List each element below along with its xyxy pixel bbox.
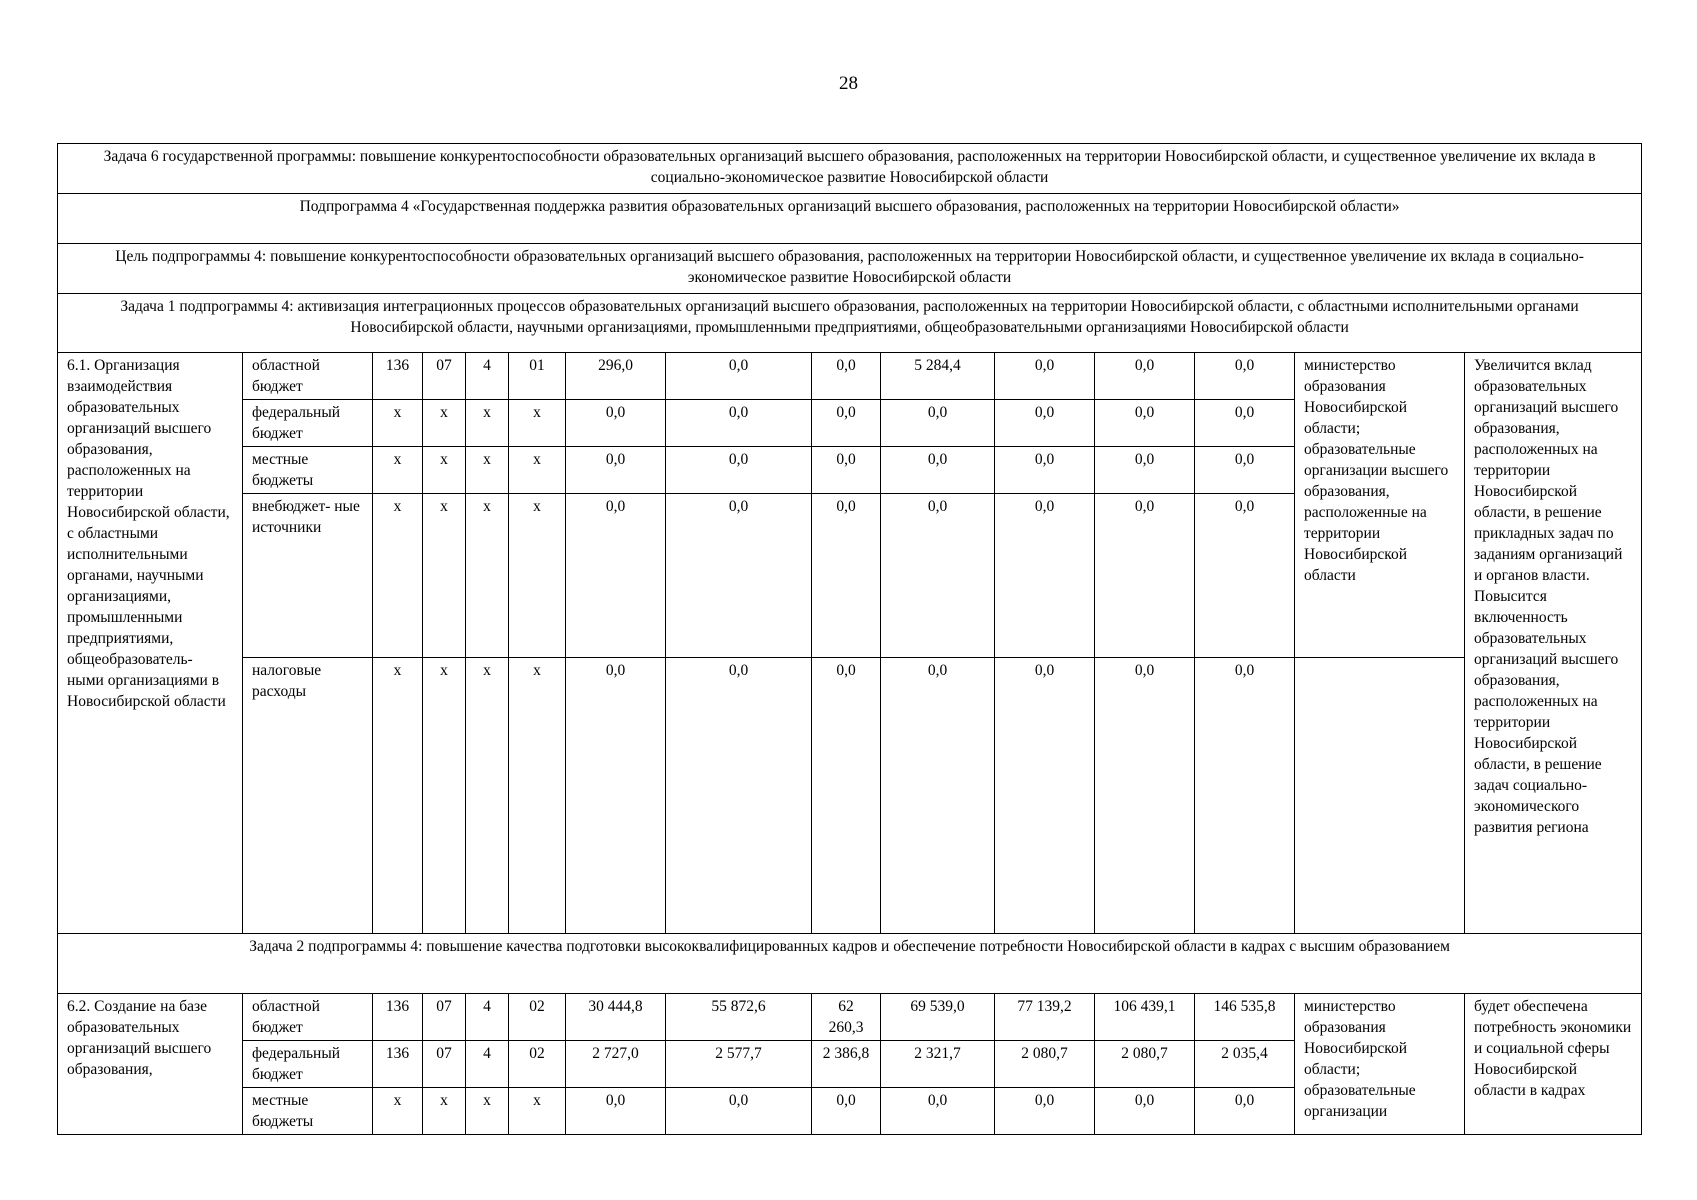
amount-cell: 2 080,7	[1095, 1041, 1195, 1088]
amount-cell: 0,0	[566, 658, 666, 934]
amount-cell: 0,0	[666, 353, 812, 400]
amount-cell: 0,0	[1095, 447, 1195, 494]
amount-cell: 0,0	[1095, 658, 1195, 934]
funding-source: областной бюджет	[243, 994, 373, 1041]
budget-code: x	[509, 658, 566, 934]
budget-code: x	[509, 447, 566, 494]
budget-code: 02	[509, 994, 566, 1041]
amount-cell: 69 539,0	[881, 994, 995, 1041]
budget-code: x	[373, 658, 423, 934]
funding-source: областной бюджет	[243, 353, 373, 400]
amount-cell: 0,0	[666, 400, 812, 447]
amount-cell: 0,0	[566, 447, 666, 494]
amount-cell: 0,0	[995, 447, 1095, 494]
amount-cell: 0,0	[1095, 400, 1195, 447]
budget-code: 07	[423, 994, 466, 1041]
budget-code: x	[466, 1088, 509, 1135]
event-executor: министерство образования Новосибирской области; образовательные организации	[1295, 994, 1465, 1135]
subprogram-heading: Подпрограмма 4 «Государственная поддержка развития образовательных организаций высшего образования, расположенных на территории Новосибирской области»	[58, 194, 1642, 244]
amount-cell: 0,0	[995, 400, 1095, 447]
amount-cell: 77 139,2	[995, 994, 1095, 1041]
event-result: будет обеспечена потребность экономики и социальной сферы Новосибирской области в кадрах	[1465, 994, 1642, 1135]
amount-cell: 0,0	[812, 658, 881, 934]
task2-heading: Задача 2 подпрограммы 4: повышение качества подготовки высококвалифицированных кадров и обеспечение потребности Новосибирской области в кадрах с высшим образованием	[58, 934, 1642, 994]
budget-code: x	[423, 494, 466, 658]
amount-cell: 0,0	[812, 494, 881, 658]
amount-cell: 0,0	[566, 400, 666, 447]
amount-cell: 0,0	[666, 658, 812, 934]
funding-source: местные бюджеты	[243, 1088, 373, 1135]
budget-code: x	[423, 658, 466, 934]
amount-cell: 0,0	[881, 494, 995, 658]
amount-cell: 0,0	[1195, 1088, 1295, 1135]
amount-cell: 0,0	[881, 658, 995, 934]
amount-cell: 296,0	[566, 353, 666, 400]
amount-cell: 2 386,8	[812, 1041, 881, 1088]
budget-code: 136	[373, 353, 423, 400]
amount-cell: 0,0	[1195, 658, 1295, 934]
amount-cell: 146 535,8	[1195, 994, 1295, 1041]
amount-cell: 0,0	[995, 353, 1095, 400]
event-executor: министерство образования Новосибирской области; образовательные организации высшего образования, расположенные на территории Новосибирской области	[1295, 353, 1465, 658]
budget-code: x	[509, 494, 566, 658]
goal-heading: Цель подпрограммы 4: повышение конкурентоспособности образовательных организаций высшего образования, расположенных на территории Новосибирской области, и существенное увеличение их вклада в социально-экономическое развитие Новосибирской области	[58, 244, 1642, 294]
funding-source: федеральный бюджет	[243, 400, 373, 447]
amount-cell: 0,0	[881, 1088, 995, 1135]
goal-row	[58, 244, 1642, 294]
funding-row	[58, 994, 1642, 1041]
amount-cell: 0,0	[812, 400, 881, 447]
budget-code: x	[466, 494, 509, 658]
amount-cell: 2 035,4	[1195, 1041, 1295, 1088]
funding-source: федеральный бюджет	[243, 1041, 373, 1088]
budget-code: 4	[466, 994, 509, 1041]
budget-code: 07	[423, 1041, 466, 1088]
event-name: 6.2. Создание на базе образовательных организаций высшего образования,	[58, 994, 243, 1135]
budget-code: x	[373, 400, 423, 447]
subprogram-row	[58, 194, 1642, 244]
amount-cell: 0,0	[881, 447, 995, 494]
amount-cell: 5 284,4	[881, 353, 995, 400]
amount-cell: 0,0	[812, 447, 881, 494]
budget-code: x	[423, 400, 466, 447]
amount-cell: 0,0	[666, 1088, 812, 1135]
budget-code: x	[509, 400, 566, 447]
budget-code: x	[466, 400, 509, 447]
event-name: 6.1. Организация взаимодействия образовательных организаций высшего образования, расположенных на территории Новосибирской области, с областными исполнительными органами, научными организациями, промышленными предприятиями, общеобразователь- ными организациями в Новосибирской области	[58, 353, 243, 934]
budget-code: 4	[466, 353, 509, 400]
amount-cell: 0,0	[566, 1088, 666, 1135]
funding-source: налоговые расходы	[243, 658, 373, 934]
amount-cell: 0,0	[1195, 353, 1295, 400]
amount-cell: 106 439,1	[1095, 994, 1195, 1041]
amount-cell: 2 577,7	[666, 1041, 812, 1088]
amount-cell: 2 080,7	[995, 1041, 1095, 1088]
budget-code: x	[423, 447, 466, 494]
amount-cell: 0,0	[995, 1088, 1095, 1135]
budget-code: x	[509, 1088, 566, 1135]
program-table	[57, 143, 1642, 1135]
amount-cell: 0,0	[666, 494, 812, 658]
amount-cell: 0,0	[1095, 494, 1195, 658]
budget-code: 136	[373, 994, 423, 1041]
amount-cell: 2 321,7	[881, 1041, 995, 1088]
event-result: Увеличится вклад образовательных организаций высшего образования, расположенных на территории Новосибирской области, в решение прикладных задач по заданиям организаций и органов власти. Повысится включенность образовательных организаций высшего образования, расположенных на территории Новосибирской области, в решение задач социально- экономического развития региона	[1465, 353, 1642, 934]
funding-row	[58, 353, 1642, 400]
executor-continuation	[1295, 658, 1465, 934]
task2-row	[58, 934, 1642, 994]
funding-source: местные бюджеты	[243, 447, 373, 494]
amount-cell: 0,0	[881, 400, 995, 447]
amount-cell: 62 260,3	[812, 994, 881, 1041]
amount-cell: 0,0	[995, 658, 1095, 934]
budget-code: 02	[509, 1041, 566, 1088]
funding-source: внебюджет- ные источники	[243, 494, 373, 658]
amount-cell: 0,0	[812, 353, 881, 400]
task1-row	[58, 294, 1642, 353]
task1-heading: Задача 1 подпрограммы 4: активизация интеграционных процессов образовательных организаций высшего образования, расположенных на территории Новосибирской области, с областными исполнительными органами Новосибирской области, научными организациями, промышленными предприятиями, общеобразовательными организациями Новосибирской области	[58, 294, 1642, 353]
funding-row	[58, 658, 1642, 934]
amount-cell: 2 727,0	[566, 1041, 666, 1088]
amount-cell: 55 872,6	[666, 994, 812, 1041]
amount-cell: 0,0	[1195, 494, 1295, 658]
budget-code: x	[373, 447, 423, 494]
budget-code: 136	[373, 1041, 423, 1088]
page-number: 28	[839, 73, 858, 94]
budget-code: 07	[423, 353, 466, 400]
budget-code: x	[423, 1088, 466, 1135]
amount-cell: 0,0	[566, 494, 666, 658]
task6-heading: Задача 6 государственной программы: повышение конкурентоспособности образовательных организаций высшего образования, расположенных на территории Новосибирской области, и существенное увеличение их вклада в социально-экономическое развитие Новосибирской области	[58, 144, 1642, 194]
amount-cell: 0,0	[812, 1088, 881, 1135]
budget-code: x	[373, 494, 423, 658]
amount-cell: 0,0	[1195, 447, 1295, 494]
budget-code: 4	[466, 1041, 509, 1088]
task6-row	[58, 144, 1642, 194]
amount-cell: 0,0	[1095, 353, 1195, 400]
budget-code: 01	[509, 353, 566, 400]
budget-code: x	[373, 1088, 423, 1135]
amount-cell: 0,0	[1095, 1088, 1195, 1135]
amount-cell: 0,0	[995, 494, 1095, 658]
amount-cell: 0,0	[1195, 400, 1295, 447]
budget-code: x	[466, 447, 509, 494]
amount-cell: 0,0	[666, 447, 812, 494]
budget-code: x	[466, 658, 509, 934]
amount-cell: 30 444,8	[566, 994, 666, 1041]
